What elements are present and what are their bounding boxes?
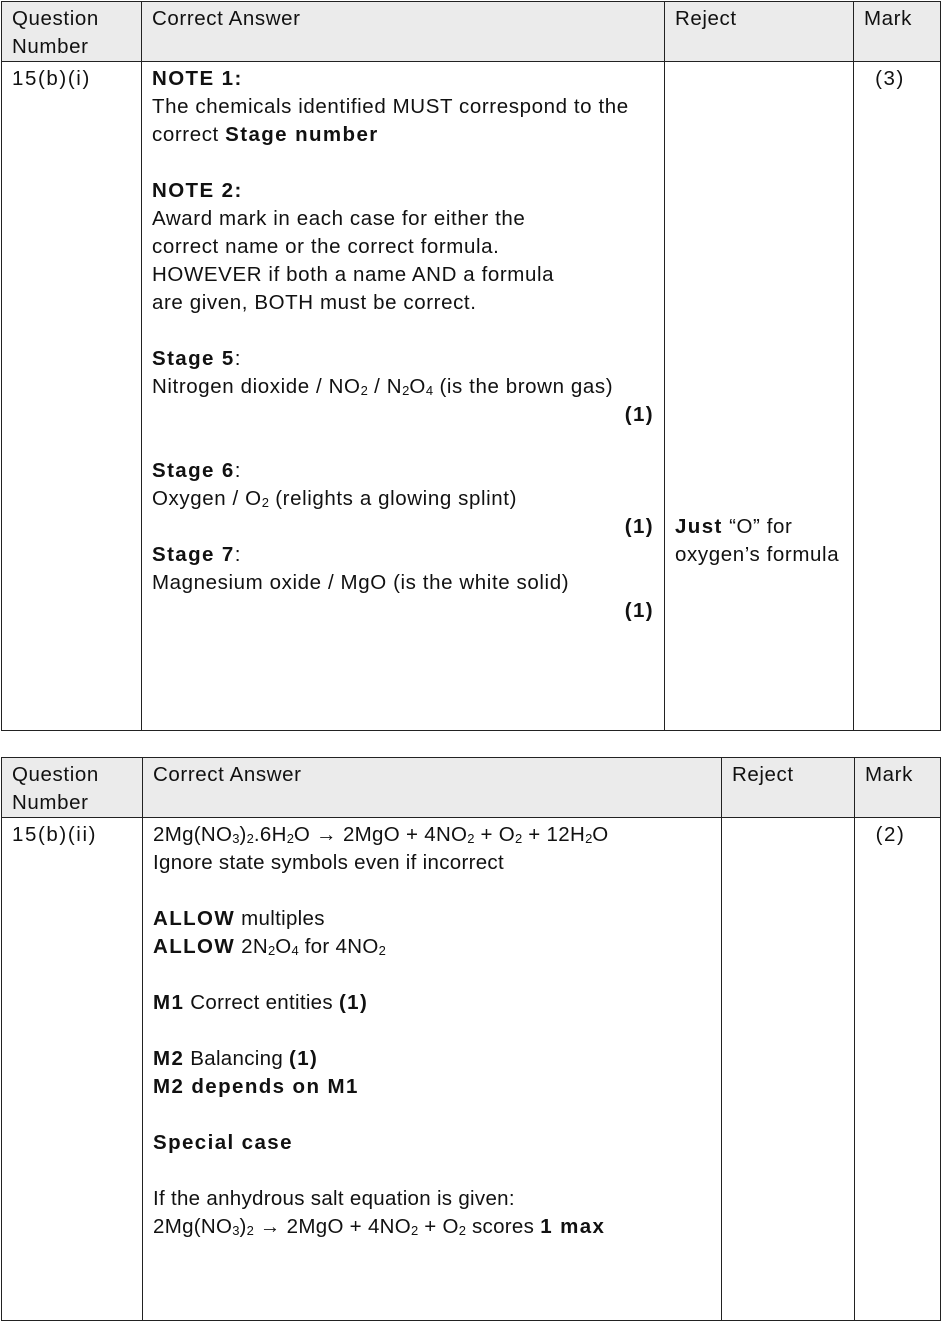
- stage6-answer: Oxygen / $O_2$ (relights a glowing splint): [152, 487, 518, 510]
- special-case-heading: Special case: [153, 1131, 293, 1154]
- reject-bold: Just: [675, 515, 723, 538]
- header-question-number: Question Number: [2, 758, 143, 818]
- reject-cell: [722, 818, 855, 1321]
- header-reject: Reject: [722, 758, 855, 818]
- correct-answer-cell: [143, 818, 722, 1321]
- mark-scheme-table-15bii: [1, 757, 941, 1321]
- m1-line: M1 Correct entities (1): [153, 991, 369, 1014]
- reject-text: “O” for oxygen’s formula: [675, 515, 840, 566]
- stage7-heading: Stage 7:: [152, 543, 242, 566]
- question-number: 15(b)(i): [2, 62, 142, 731]
- stage5-mark: (1): [624, 403, 654, 426]
- stage7-mark: (1): [624, 599, 654, 622]
- header-mark: Mark: [855, 758, 941, 818]
- stage5-answer: Nitrogen dioxide / $NO_2 / N_2O_4$ (is the brown gas): [152, 375, 614, 398]
- header-reject: Reject: [665, 2, 854, 62]
- m2-line: M2 Balancing (1): [153, 1047, 319, 1070]
- reject-cell: [665, 62, 854, 731]
- anhydrous-equation: $2Mg(NO_3)_2 \to 2MgO + 4NO_2 + O_2$ scores 1 max: [153, 1215, 606, 1238]
- header-question-number: Question Number: [2, 2, 142, 62]
- stage6-heading: Stage 6:: [152, 459, 242, 482]
- correct-answer-cell: [142, 62, 665, 731]
- mark-value: (2): [855, 818, 941, 1321]
- ignore-state-symbols: Ignore state symbols even if incorrect: [153, 851, 504, 874]
- stage7-answer: Magnesium oxide / MgO (is the white solid): [152, 571, 570, 594]
- note1-bold: Stage number: [225, 123, 379, 146]
- table-header-row: [2, 2, 941, 62]
- note2-line-4: are given, BOTH must be correct.: [152, 291, 477, 314]
- header-mark: Mark: [854, 2, 941, 62]
- note2-line-3: HOWEVER if both a name AND a formula: [152, 263, 555, 286]
- table-row: [2, 818, 941, 1321]
- question-number: 15(b)(ii): [2, 818, 143, 1321]
- header-correct-answer: Correct Answer: [143, 758, 722, 818]
- note2-line-2: correct name or the correct formula.: [152, 235, 500, 258]
- hydrated-equation: $2Mg(NO_3)_2.6H_2O \to 2MgO + 4NO_2 + O_2 + 12H_2O$: [153, 823, 609, 846]
- mark-scheme-table-15bi: [1, 1, 941, 731]
- table-header-row: [2, 758, 941, 818]
- note1-text: The chemicals identified MUST correspond to the correct Stage number: [152, 95, 629, 146]
- stage5-heading: Stage 5:: [152, 347, 242, 370]
- table-row: [2, 62, 941, 731]
- note2-title: NOTE 2:: [152, 179, 243, 202]
- anhydrous-intro: If the anhydrous salt equation is given:: [153, 1187, 515, 1210]
- note1-title: NOTE 1:: [152, 67, 243, 90]
- mark-value: (3): [854, 62, 941, 731]
- allow-n2o4: ALLOW $2N_2O_4$ for $4NO_2$: [153, 935, 386, 958]
- m2-depends-on-m1: M2 depends on M1: [153, 1075, 359, 1098]
- header-correct-answer: Correct Answer: [142, 2, 665, 62]
- allow-multiples: ALLOW multiples: [153, 907, 325, 930]
- stage6-mark: (1): [624, 515, 654, 538]
- note2-line-1: Award mark in each case for either the: [152, 207, 526, 230]
